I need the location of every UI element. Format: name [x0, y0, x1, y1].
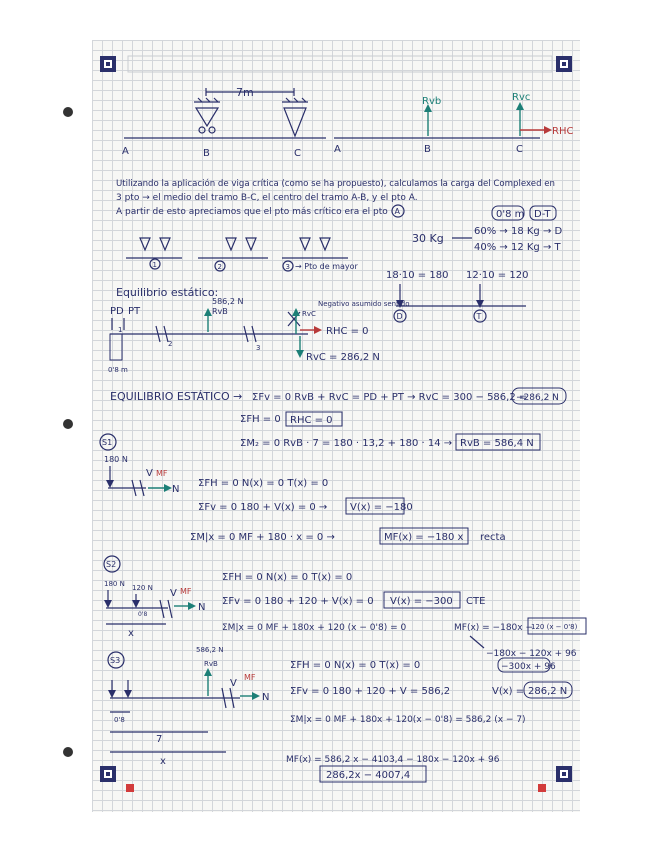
section-s1 — [100, 434, 506, 544]
s2-dim: 0'8 — [138, 611, 148, 618]
s3-mf: MF — [244, 673, 256, 682]
load-d-label: D — [396, 312, 403, 321]
s2-mf: MF — [180, 587, 192, 596]
s2-n: N — [198, 602, 206, 613]
section-s2 — [104, 556, 586, 672]
s3-eq1: ΣFH = 0 N(x) = 0 T(x) = 0 — [290, 660, 421, 671]
load-t-label: T — [476, 312, 482, 321]
reaction-rvb: Rvb — [422, 96, 442, 107]
s1-n: N — [172, 484, 180, 495]
fbd-negative-note: Negativo asumido sentido — [318, 300, 410, 308]
reaction-rhc: RHC — [552, 126, 574, 137]
s2-eq3-rhs: MF(x) = −180x − — [454, 623, 534, 633]
s1-eq3-box: MF(x) = −180 x — [384, 532, 464, 543]
equilibrium-eq2: ΣFH = 0 — [240, 414, 281, 425]
fbd-pt: PT — [128, 306, 141, 317]
s1-tag: S1 — [102, 438, 113, 447]
fbd-cut-3: 3 — [256, 344, 261, 352]
s3-eq2: ΣFv = 0 180 + 120 + V = 586,2 — [290, 686, 451, 697]
top-right-beam-diagram — [334, 92, 573, 155]
top-left-beam-diagram — [122, 86, 326, 159]
reaction-rvc: Rvc — [512, 92, 531, 103]
s1-eq2-box: V(x) = −180 — [350, 502, 413, 513]
punch-hole-top — [63, 107, 73, 117]
s2-tag: S2 — [106, 560, 117, 569]
beam2-point-a: A — [334, 144, 341, 155]
fbd-cut-1: 1 — [118, 326, 123, 334]
beam2-point-b: B — [424, 144, 431, 155]
split-box: 0'8 m — [496, 209, 525, 220]
corner-marker-bottom-left — [100, 766, 134, 792]
corner-marker-top-right — [556, 56, 572, 72]
load-d-value: 18·10 = 180 — [386, 270, 449, 281]
s1-eq1: ΣFH = 0 N(x) = 0 T(x) = 0 — [198, 478, 329, 489]
beam-point-b: B — [203, 148, 210, 159]
fbd-cut-2: 2 — [168, 340, 173, 348]
span-label: 7m — [236, 86, 254, 99]
intro-line-3: A partir de esto apreciamos que el pto más crítico era el pto — [116, 207, 388, 217]
position-2: 2 — [217, 263, 222, 271]
position-3: 3 — [285, 263, 290, 271]
equilibrium-section — [110, 388, 566, 450]
s2-eq2-box: V(x) = −300 — [390, 596, 453, 607]
s3-load: 586,2 N — [196, 646, 224, 654]
s1-mf: MF — [156, 469, 168, 478]
fbd-dim: 0'8 m — [108, 366, 128, 374]
load-t-value: 12·10 = 120 — [466, 270, 529, 281]
equilibrium-eq1: ΣFv = 0 RvB + RvC = PD + PT → RvC = 300 − 586,2 = — [252, 392, 528, 403]
fbd-load: 586,2 N — [212, 297, 244, 306]
s3-tag: S3 — [110, 656, 121, 665]
s3-x: x — [160, 756, 166, 767]
s2-load1: 180 N — [104, 580, 125, 588]
s3-dim1: 0'8 — [114, 716, 125, 724]
s2-eq3-expand: −180x − 120x + 96 — [486, 649, 577, 659]
punch-hole-bottom — [63, 747, 73, 757]
s2-eq2-note: CTE — [466, 596, 486, 607]
header-band — [128, 56, 552, 72]
fbd-rvc: RvC = 286,2 N — [306, 352, 380, 363]
load-calculation — [412, 206, 563, 253]
position-sketches — [126, 238, 359, 271]
fbd-title: Equilibrio estático: — [116, 286, 219, 299]
s2-eq2: ΣFv = 0 180 + 120 + V(x) = 0 — [222, 596, 374, 607]
s3-eq4-box: 286,2x − 4007,4 — [326, 770, 411, 781]
row-t: 40% → 12 Kg → T — [474, 242, 561, 253]
s1-load: 180 N — [104, 455, 128, 464]
s2-load2: 120 N — [132, 584, 153, 592]
corner-marker-bottom-right — [538, 766, 572, 792]
s3-n: N — [262, 692, 270, 703]
s2-eq3-final: −300x + 96 — [501, 662, 556, 672]
equilibrium-eq3-box: RvB = 586,4 N — [460, 438, 534, 449]
s1-v: V — [146, 468, 153, 479]
equilibrium-eq2-box: RHC = 0 — [290, 415, 333, 426]
intro-line-1: Utilizando la aplicación de viga crítica (como se ha propuesto), calculamos la carga del Complexed en — [116, 179, 555, 189]
split-label: D-T — [534, 209, 551, 220]
fbd-pd: PD — [110, 306, 124, 317]
row-d: 60% → 18 Kg → D — [474, 226, 563, 237]
equilibrium-eq1-result: −286,2 N — [516, 393, 559, 403]
s2-eq1: ΣFH = 0 N(x) = 0 T(x) = 0 — [222, 572, 353, 583]
equilibrium-title: EQUILIBRIO ESTÁTICO → — [110, 390, 243, 403]
s3-rvb: RvB — [204, 660, 218, 668]
s1-eq2: ΣFv = 0 180 + V(x) = 0 → — [198, 502, 328, 513]
s1-eq3: ΣM|x = 0 MF + 180 · x = 0 → — [190, 532, 335, 543]
beam-point-c: C — [294, 148, 301, 159]
free-body-diagram — [108, 286, 410, 374]
mass-value: 30 Kg — [412, 232, 444, 245]
fbd-rhc: RHC = 0 — [326, 326, 369, 337]
position-note: → Pto de mayor — [295, 262, 358, 271]
fbd-rvc-label: RvC — [302, 310, 316, 318]
s1-eq3-note: recta — [480, 532, 506, 543]
intro-line-2: 3 pto → el medio del tramo B-C, el centro del tramo A-B, y el pto A. — [116, 193, 418, 203]
s2-eq3: ΣM|x = 0 MF + 180x + 120 (x − 0'8) = 0 — [222, 623, 407, 633]
corner-marker-top-left — [100, 56, 116, 72]
s3-dim2: 7 — [156, 734, 163, 745]
s2-v: V — [170, 588, 177, 599]
position-1: 1 — [152, 261, 157, 269]
s3-v: V — [230, 678, 237, 689]
fbd-rvb: RvB — [212, 307, 228, 316]
point-loads — [386, 270, 528, 322]
intro-critical-point: A — [394, 207, 400, 216]
s3-eq4: MF(x) = 586,2 x − 4103,4 − 180x − 120x + 96 — [286, 755, 500, 765]
s2-x: x — [128, 628, 134, 639]
s3-eq3: ΣM|x = 0 MF + 180x + 120(x − 0'8) = 586,2 (x − 7) — [290, 715, 526, 725]
beam-point-a: A — [122, 146, 129, 157]
s3-eq2-rhs: V(x) = — [492, 686, 525, 697]
beam2-point-c: C — [516, 144, 523, 155]
equilibrium-eq3: ΣM₂ = 0 RvB · 7 = 180 · 13,2 + 180 · 14 → — [240, 438, 453, 449]
punch-hole-middle — [63, 419, 73, 429]
s2-eq3-rhs-box: 120 (x − 0'8) — [531, 623, 578, 631]
s3-eq2-box: 286,2 N — [528, 686, 568, 697]
